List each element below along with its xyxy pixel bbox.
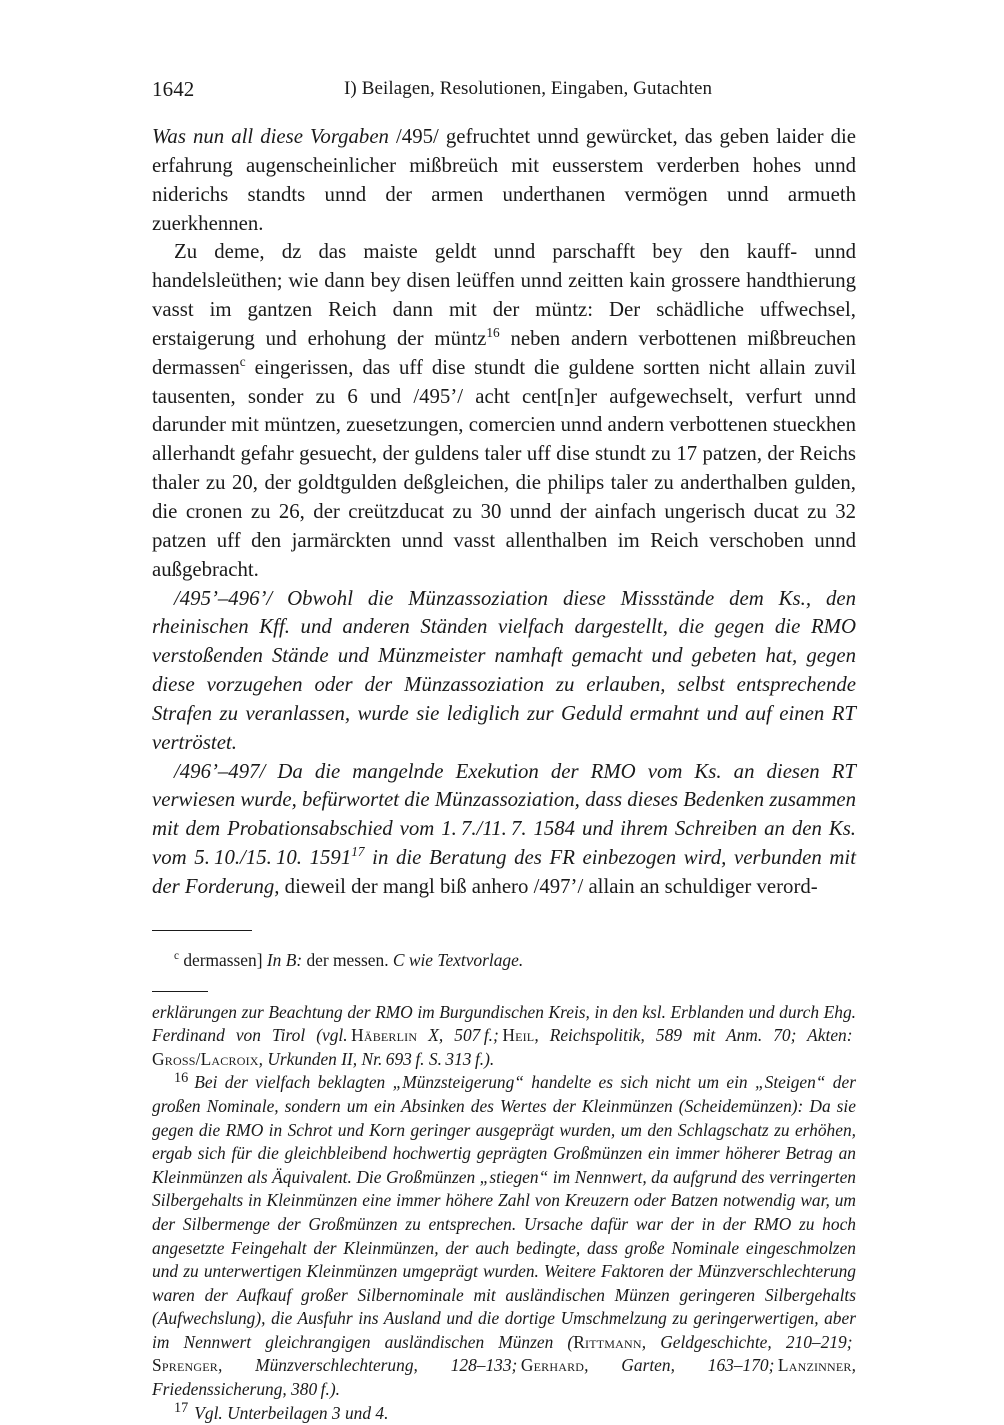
variant-apparatus (152, 948, 856, 973)
footnote-cont-text-c: , Reichspolitik, 589 mit Anm. 70; Akten: (534, 1025, 857, 1046)
footnote-continuation (152, 1001, 856, 1072)
apparatus-marker-c: c (174, 950, 179, 963)
apparatus-italic-a: In B: (262, 950, 303, 971)
running-title: I) Beilagen, Resolutionen, Eingaben, Gutachten (344, 78, 713, 99)
page-number: 1642 (152, 77, 195, 101)
footnote-cont-smallcaps-3: Gross/Lacroix (152, 1048, 259, 1069)
footnote-cont-text-b: X, 507 f.; (417, 1025, 503, 1046)
paragraph-1-text: /495/ gefruchtet unnd gewürcket, das geben laider die erfahrung augenscheinlicher mißbreüch mit eusserstem verderben hohes unnd niderichs standts unnd der armen underthanen vermögen unnd armueth zuerkhennen. (152, 125, 857, 235)
apparatus-italic-b: C wie Textvorlage. (388, 950, 524, 971)
paragraph-4-text-b: in die Beratung des FR einbezogen wird, verbunden mit der Forderung, (152, 846, 856, 898)
paragraph-2-text-a: Zu deme, dz das maiste geldt unnd parschafft bey den kauff- unnd handelsleüthen; wie dann bey disen leüffen unnd zeitten kain grossere handthierung vasst im gantzen Reich dann mit der müntz: Der schädliche uffwechsel, erstaigerung und erhohung der müntz (152, 240, 856, 350)
footnote-17-number: 17 (174, 1399, 189, 1416)
paragraph-2 (152, 238, 856, 584)
body-text (152, 123, 856, 902)
footnote-16-text-e: , Friedenssicherung, 380 f.). (152, 1355, 856, 1400)
paragraph-4-text-a: /496’–497/ Da die mangelnde Exekution der RMO vom Ks. an diesen RT verwiesen wurde, befürwortet die Münzassoziation, dass dieses Bedenken zusammen mit dem Probationsabschied vom 1. 7./11. 7. 1584 und ihrem Schreiben an den Ks. vom 5. 10./15. 10. 1591 (152, 759, 856, 870)
paragraph-1 (152, 123, 856, 238)
footnote-16-text-c: , Münzverschlechterung, 128–133; (217, 1355, 521, 1376)
paragraph-4-text-c: dieweil der mangl biß anhero /497’/ allain an schuldiger verord- (279, 874, 818, 898)
footnote-area (152, 1001, 856, 1425)
apparatus-entry-c (152, 948, 856, 973)
footnote-16-smallcaps-1: Rittmann (573, 1331, 642, 1352)
footnote-16-smallcaps-3: Gerhard (520, 1355, 585, 1376)
footnote-separator-rule (152, 991, 208, 992)
footnote-cont-smallcaps-2: Heil (502, 1025, 535, 1046)
footnote-16-number: 16 (174, 1069, 189, 1086)
footnote-17 (152, 1399, 856, 1425)
footnote-cont-text-a: erklärungen zur Beachtung der RMO im Burgundischen Kreis, in den ksl. Erblanden und durch Ehg. Ferdinand von Tirol (vgl. (152, 1001, 856, 1046)
paragraph-1-lead-italic: Was nun all diese Vorgaben (152, 125, 389, 148)
page-content (152, 72, 856, 1425)
paragraph-2-text-b: neben andern verbottenen mißbreuchen dermassen (152, 326, 856, 379)
footnote-ref-16[interactable]: 16 (486, 324, 500, 340)
footnote-cont-text-d: , Urkunden II, Nr. 693 f. S. 313 f.). (258, 1048, 495, 1069)
footnote-cont-smallcaps-1: Häberlin (351, 1025, 418, 1046)
paragraph-3 (152, 585, 856, 758)
footnote-17-text-a: Vgl. Unterbeilagen 3 und 4. (194, 1402, 389, 1423)
footnote-ref-17[interactable]: 17 (351, 844, 365, 860)
footnote-16 (152, 1071, 856, 1401)
footnote-16-text-d: , Garten, 163–170; (584, 1355, 778, 1376)
apparatus-roman: der messen. (302, 950, 389, 971)
apparatus-separator-rule (152, 930, 252, 931)
footnote-16-smallcaps-2: Sprenger (152, 1355, 218, 1376)
footnote-16-smallcaps-4: Lanzinner (777, 1355, 852, 1376)
paragraph-2-text-c: eingerissen, das uff dise stundt die guldene sortten nicht allain zuvil tausenten, sonder zu 6 und /495’/ acht cent[n]er aufgewechselt, verfurt unnd darunder mit müntzen, zuesetzungen, comercien unnd andern verbottenen stueckhen allerhandt gefahr gesuecht, der guldens taler uff dise stundt zu 17 patzen, der Reichs thaler zu 20, der goldtgulden deßgleichen, die philips taler zu anderthalben gulden, die cronen zu 26, der creützducat zu 30 unnd der ainfach ungerisch ducat zu 32 patzen uff den jarmärckten unnd vasst allenthalben im Reich verschoben unnd außgebracht. (152, 355, 856, 581)
apparatus-lemma: dermassen] (183, 950, 263, 971)
running-head (152, 72, 856, 106)
variant-ref-c[interactable]: c (239, 353, 246, 369)
paragraph-3-text: /495’–496’/ Obwohl die Münzassoziation diese Missstände dem Ks., den rheinischen Kff. und anderen Ständen vielfach dargestellt, die gegen die RMO verstoßenden Stände und Münzmeister namhaft gemacht und gebeten hat, gegen diese vorzugehen oder der Münzassoziation zu erlauben, selbst entsprechende Strafen zu veranlassen, wurde sie lediglich zur Geduld ermahnt und auf einen RT vertröstet. (152, 586, 856, 754)
footnote-16-text-a: Bei der vielfach beklagten „Münzsteigerung“ handelte es sich nicht um ein „Steigen“ der großen Nominale, sondern um ein Absinken des Wertes der Kleinmünzen (Scheidemünzen): Da sie gegen die RMO in Schrot und Korn geringer ausgeprägt wurden, um den Schlagschatz zu erhöhen, ergab sich für die gleichbleibend hochwertig geprägten Großmünzen ein immer höherer Betrag an Kleinmünzen als Äquivalent. Die Großmünzen „stiegen“ im Nennwert, da aufgrund des verringerten Silbergehalts in Kleinmünzen eine immer höhere Zahl von Kreuzern oder Batzen notwendig war, um der Silbermenge der Großmünzen zu entsprechen. Ursache dafür war der in der RMO zu hoch angesetzte Feingehalt der Kleinmünzen, der auch bedingte, dass große Nominale eingeschmolzen und zu unterwertigen Kleinmünzen umgeprägt wurden. Weitere Faktoren der Münzverschlechterung waren der Aufkauf großer Silbernominale mit ausländischen Münzen geringeren Silbergehalts (Aufwechslung), die Ausfuhr ins Ausland und die dortige Umschmelzung zu geringerwertigen, aber im Nennwert gleichrangigen ausländischen Münzen ( (152, 1072, 856, 1352)
footnote-16-text-b: , Geldgeschichte, 210–219; (641, 1331, 856, 1352)
paragraph-4 (152, 758, 856, 902)
